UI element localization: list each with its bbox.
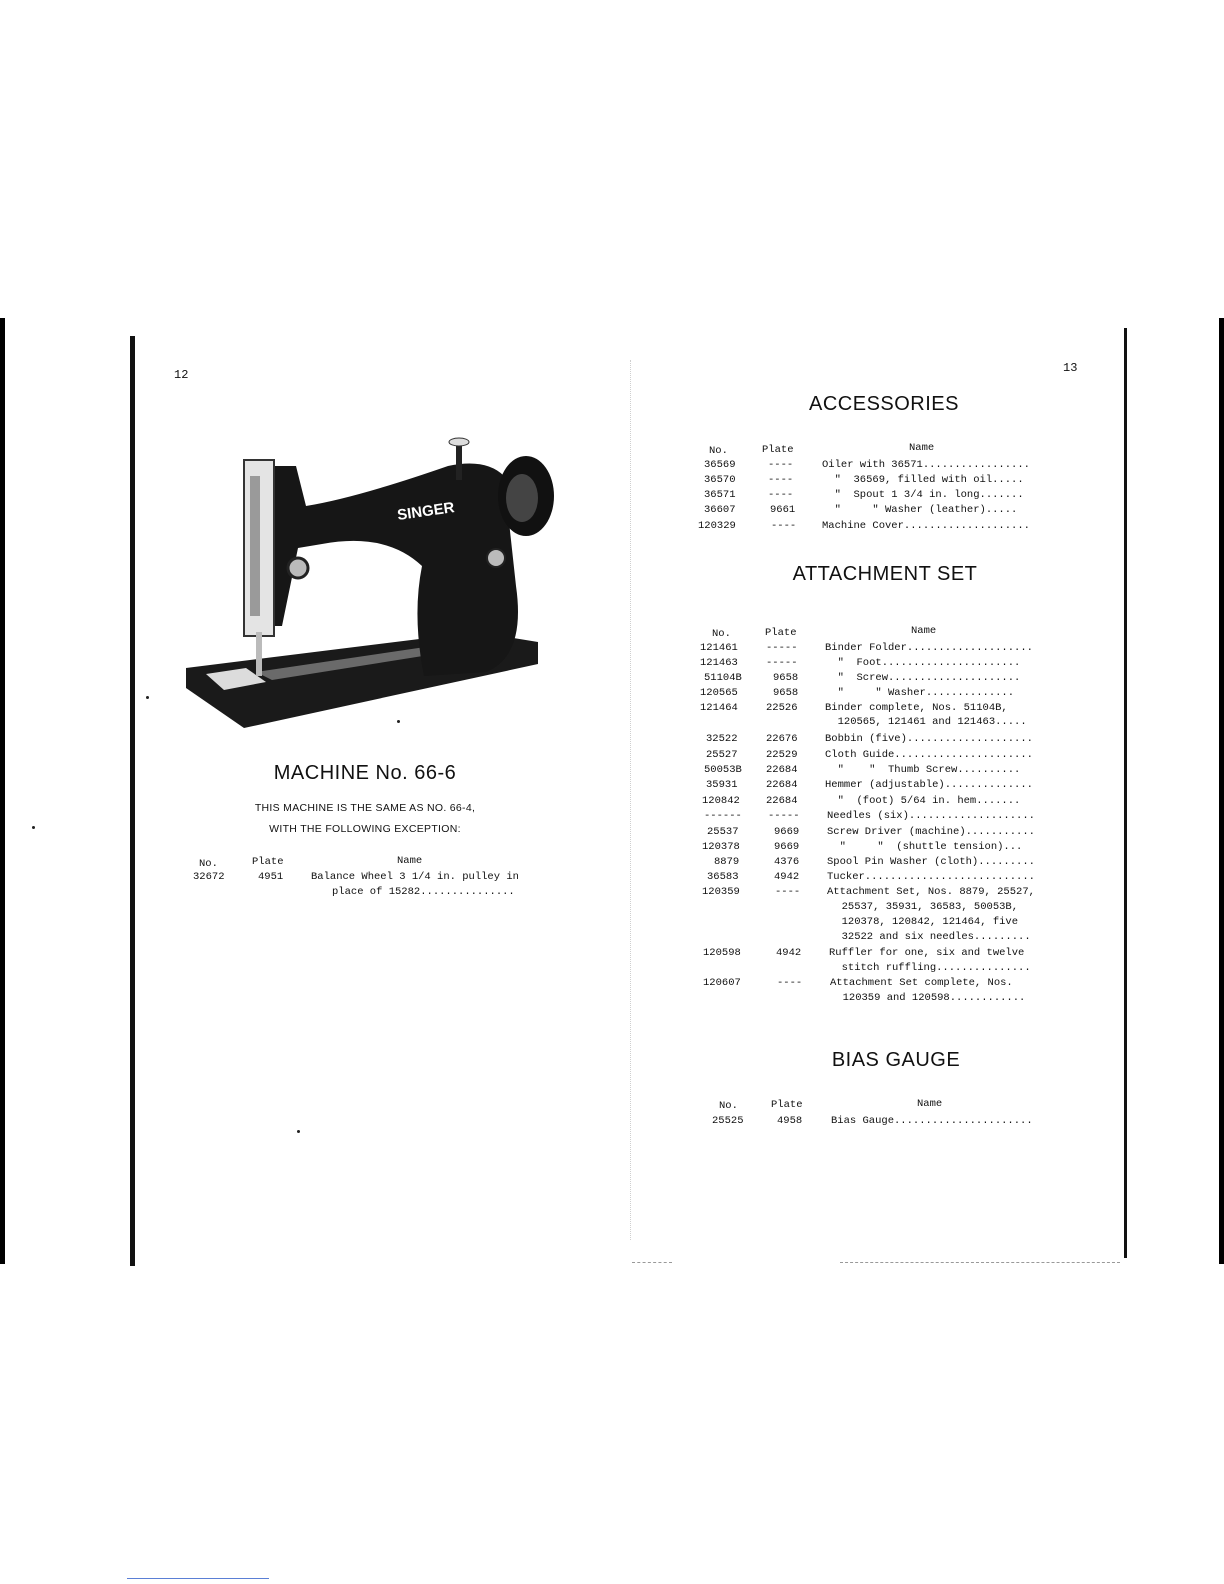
part-name: 32522 and six needles......... xyxy=(829,931,1031,943)
part-name: Ruffler for one, six and twelve xyxy=(829,947,1025,959)
part-name: Needles (six).................... xyxy=(827,810,1035,822)
part-name: 120565, 121461 and 121463..... xyxy=(825,716,1027,728)
bottom-dash xyxy=(840,1262,1120,1264)
part-number: 8879 xyxy=(714,856,740,868)
bias-gauge-heading: BIAS GAUGE xyxy=(831,1049,961,1071)
subtitle-line: WITH THE FOLLOWING EXCEPTION: xyxy=(269,823,461,835)
part-number: 50053B xyxy=(704,764,742,776)
plate-number: ----- xyxy=(766,657,798,669)
page-number-right: 13 xyxy=(1063,361,1078,375)
part-name: Binder complete, Nos. 51104B, xyxy=(825,702,1008,714)
accessories-heading: ACCESSORIES xyxy=(809,393,959,415)
column-header-plate: Plate xyxy=(771,1099,803,1111)
table-row-continuation xyxy=(0,886,515,901)
column-header-name: Name xyxy=(911,625,937,637)
column-header-name: Name xyxy=(397,855,423,867)
part-number: 36583 xyxy=(707,871,739,883)
part-number: 32522 xyxy=(706,733,738,745)
column-header-plate: Plate xyxy=(762,444,794,456)
plate-number: ----- xyxy=(768,810,800,822)
plate-number: 9669 xyxy=(774,826,800,838)
part-number: 36569 xyxy=(704,459,736,471)
plate-number: 9658 xyxy=(773,672,799,684)
plate-number: 22526 xyxy=(766,702,798,714)
column-header-name: Name xyxy=(917,1098,943,1110)
plate-number: 4942 xyxy=(774,871,800,883)
plate-number: ---- xyxy=(768,459,794,471)
part-number: 51104B xyxy=(704,672,742,684)
column-header-plate: Plate xyxy=(252,856,284,868)
part-name: 25537, 35931, 36583, 50053B, xyxy=(829,901,1019,913)
part-name: 120359 and 120598............ xyxy=(830,992,1026,1004)
part-number: 120842 xyxy=(702,795,740,807)
part-number: 120378 xyxy=(702,841,740,853)
column-header-no: No. xyxy=(712,628,731,640)
column-header-no: No. xyxy=(199,858,218,870)
part-number: 25525 xyxy=(712,1115,744,1127)
plate-number: ----- xyxy=(766,642,798,654)
plate-number: ---- xyxy=(777,977,803,989)
plate-number: ---- xyxy=(771,520,797,532)
part-name: Machine Cover.................... xyxy=(822,520,1030,532)
part-name: " " Washer.............. xyxy=(825,687,1015,699)
plate-number: 9661 xyxy=(770,504,796,516)
part-number: 121461 xyxy=(700,642,738,654)
part-number: 36571 xyxy=(704,489,736,501)
part-name: Bobbin (five).................... xyxy=(825,733,1033,745)
part-number: 36607 xyxy=(704,504,736,516)
plate-number: 22529 xyxy=(766,749,798,761)
part-number: 120607 xyxy=(703,977,741,989)
part-name: Binder Folder.................... xyxy=(825,642,1033,654)
part-name: place of 15282............... xyxy=(332,886,515,898)
page-number-left: 12 xyxy=(174,368,189,382)
part-number: 120598 xyxy=(703,947,741,959)
part-name: " Foot...................... xyxy=(825,657,1021,669)
plate-number: ---- xyxy=(768,474,794,486)
part-name: " Spout 1 3/4 in. long....... xyxy=(822,489,1024,501)
part-name: Bias Gauge...................... xyxy=(831,1115,1033,1127)
machine-title: MACHINE No. 66-6 xyxy=(273,762,457,784)
part-name: " Screw..................... xyxy=(825,672,1021,684)
center-fold xyxy=(630,360,632,1240)
page-margin-rule-right xyxy=(1124,328,1127,1258)
plate-number: 4376 xyxy=(774,856,800,868)
part-number: 25537 xyxy=(707,826,739,838)
part-name: Hemmer (adjustable).............. xyxy=(825,779,1033,791)
part-number: 35931 xyxy=(706,779,738,791)
plate-number: 4958 xyxy=(777,1115,803,1127)
bottom-dash xyxy=(632,1262,672,1264)
column-header-no: No. xyxy=(719,1100,738,1112)
part-name: " (foot) 5/64 in. hem....... xyxy=(825,795,1021,807)
table-row xyxy=(0,871,519,886)
part-name: stitch ruffling............... xyxy=(829,962,1031,974)
part-name: Balance Wheel 3 1/4 in. pulley in xyxy=(311,871,519,883)
plate-number: 22684 xyxy=(766,779,798,791)
plate-number: 22684 xyxy=(766,795,798,807)
part-name: Screw Driver (machine)........... xyxy=(827,826,1035,838)
part-name: " " (shuttle tension)... xyxy=(827,841,1023,853)
part-name: Oiler with 36571................. xyxy=(822,459,1030,471)
part-number: 121463 xyxy=(700,657,738,669)
plate-number: 22684 xyxy=(766,764,798,776)
plate-number: 9658 xyxy=(773,687,799,699)
subtitle-line: THIS MACHINE IS THE SAME AS NO. 66-4, xyxy=(254,802,476,814)
part-name: 120378, 120842, 121464, five xyxy=(829,916,1019,928)
plate-number: ---- xyxy=(775,886,801,898)
part-name: " " Thumb Screw.......... xyxy=(825,764,1021,776)
column-header-plate: Plate xyxy=(765,627,797,639)
scan-edge-right xyxy=(1219,318,1224,1264)
plate-number: 22676 xyxy=(766,733,798,745)
plate-number: 4942 xyxy=(776,947,802,959)
part-name: Cloth Guide...................... xyxy=(825,749,1033,761)
part-name: Spool Pin Washer (cloth)......... xyxy=(827,856,1035,868)
part-number: 25527 xyxy=(706,749,738,761)
part-number: 120359 xyxy=(702,886,740,898)
part-number: ------ xyxy=(704,810,742,822)
part-name: Attachment Set, Nos. 8879, 25527, xyxy=(827,886,1035,898)
part-number: 120565 xyxy=(700,687,738,699)
plate-number: ---- xyxy=(768,489,794,501)
part-number: 121464 xyxy=(700,702,738,714)
plate-number: 9669 xyxy=(774,841,800,853)
singer-brand-text: SINGER xyxy=(396,499,456,524)
part-number: 120329 xyxy=(698,520,736,532)
part-name: Tucker........................... xyxy=(827,871,1035,883)
column-header-name: Name xyxy=(909,442,935,454)
part-name: Attachment Set complete, Nos. xyxy=(830,977,1013,989)
attachment-set-heading: ATTACHMENT SET xyxy=(792,563,978,585)
part-name: " " Washer (leather)..... xyxy=(822,504,1018,516)
part-name: " 36569, filled with oil..... xyxy=(822,474,1024,486)
plate-number: 4951 xyxy=(258,871,284,883)
part-number: 36570 xyxy=(704,474,736,486)
part-number: 32672 xyxy=(193,871,225,883)
column-header-no: No. xyxy=(709,445,728,457)
